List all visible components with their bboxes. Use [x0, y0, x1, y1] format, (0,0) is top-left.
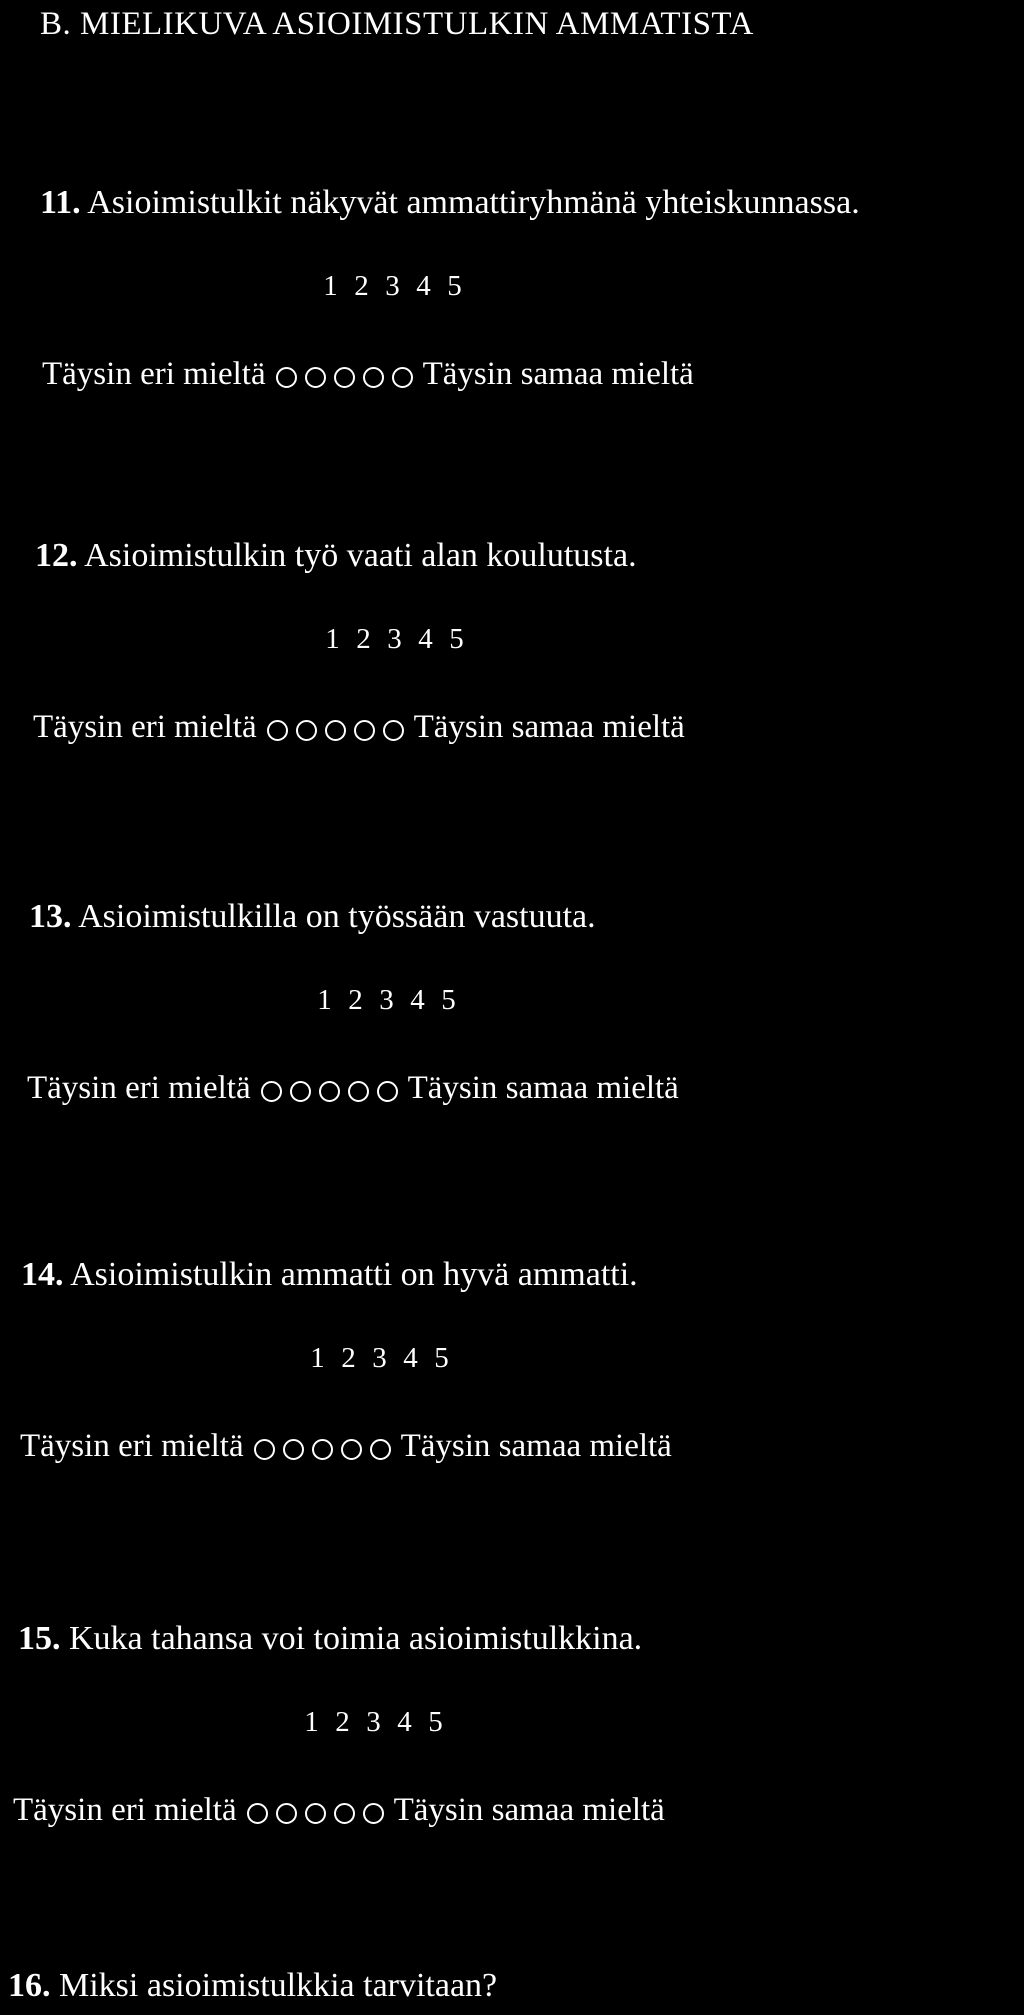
radio-option-1[interactable] [254, 1439, 275, 1460]
question-12 [0, 537, 1024, 867]
scale-right-label: Täysin samaa mieltä [400, 1428, 672, 1464]
scale-number: 1 [304, 1706, 319, 1738]
question-label: Asioimistulkin ammatti on hyvä ammatti. [70, 1256, 638, 1293]
scale-number: 1 [310, 1342, 325, 1374]
radio-option-3[interactable] [334, 367, 355, 388]
scale-number: 4 [397, 1706, 412, 1738]
question-13 [0, 898, 1024, 1228]
scale-numbers [302, 1342, 457, 1375]
scale-number: 5 [449, 623, 464, 655]
scale-number: 3 [387, 623, 402, 655]
scale-number: 3 [366, 1706, 381, 1738]
scale-number: 5 [434, 1342, 449, 1374]
radio-option-4[interactable] [341, 1439, 362, 1460]
radio-option-1[interactable] [276, 367, 297, 388]
scale-number: 4 [403, 1342, 418, 1374]
question-label: Miksi asioimistulkkia tarvitaan? [59, 1967, 498, 2004]
scale-number: 3 [385, 270, 400, 302]
section-title: B. MIELIKUVA ASIOIMISTULKIN AMMATISTA [40, 6, 754, 42]
radio-option-4[interactable] [363, 367, 384, 388]
scale-number: 1 [323, 270, 338, 302]
scale-numbers [296, 1706, 451, 1739]
scale-number: 2 [348, 984, 363, 1016]
scale-number: 3 [379, 984, 394, 1016]
question-text [29, 898, 596, 936]
scale-number: 2 [354, 270, 369, 302]
radio-group [243, 1800, 388, 1821]
radio-group [257, 1078, 402, 1099]
scale-number: 4 [418, 623, 433, 655]
scale-number: 3 [372, 1342, 387, 1374]
scale-number: 2 [356, 623, 371, 655]
question-label: Asioimistulkin työ vaati alan koulutusta. [84, 537, 637, 574]
radio-option-2[interactable] [305, 367, 326, 388]
radio-option-3[interactable] [325, 720, 346, 741]
question-number: 16. [8, 1967, 51, 2004]
radio-group [272, 364, 417, 385]
scale-numbers [309, 984, 464, 1017]
question-text [40, 184, 860, 222]
scale-number: 5 [428, 1706, 443, 1738]
radio-option-3[interactable] [305, 1803, 326, 1824]
question-16 [8, 1967, 497, 2005]
likert-scale [42, 356, 694, 393]
radio-option-5[interactable] [377, 1081, 398, 1102]
scale-number: 1 [317, 984, 332, 1016]
radio-option-5[interactable] [383, 720, 404, 741]
radio-option-3[interactable] [312, 1439, 333, 1460]
likert-scale [20, 1428, 672, 1465]
question-label: Asioimistulkilla on työssään vastuuta. [78, 898, 596, 935]
radio-group [263, 717, 408, 738]
radio-option-2[interactable] [290, 1081, 311, 1102]
question-number: 13. [29, 898, 72, 935]
question-text [35, 537, 637, 575]
radio-group [250, 1436, 395, 1457]
scale-numbers [317, 623, 472, 656]
likert-scale [33, 709, 685, 746]
question-label: Asioimistulkit näkyvät ammattiryhmänä yhteiskunnassa. [87, 184, 860, 221]
radio-option-2[interactable] [296, 720, 317, 741]
question-14 [0, 1256, 1024, 1586]
question-number: 14. [21, 1256, 64, 1293]
question-15 [0, 1620, 1024, 1950]
scale-number: 5 [441, 984, 456, 1016]
question-label: Kuka tahansa voi toimia asioimistulkkina. [69, 1620, 643, 1657]
question-11 [0, 184, 1024, 514]
radio-option-1[interactable] [267, 720, 288, 741]
scale-right-label: Täysin samaa mieltä [422, 356, 694, 392]
radio-option-4[interactable] [348, 1081, 369, 1102]
question-number: 11. [40, 184, 81, 221]
scale-left-label: Täysin eri mieltä [33, 709, 257, 745]
radio-option-5[interactable] [370, 1439, 391, 1460]
scale-right-label: Täysin samaa mieltä [407, 1070, 679, 1106]
scale-left-label: Täysin eri mieltä [20, 1428, 244, 1464]
likert-scale [27, 1070, 679, 1107]
scale-left-label: Täysin eri mieltä [13, 1792, 237, 1828]
radio-option-1[interactable] [247, 1803, 268, 1824]
scale-number: 2 [341, 1342, 356, 1374]
scale-right-label: Täysin samaa mieltä [393, 1792, 665, 1828]
question-number: 12. [35, 537, 78, 574]
scale-left-label: Täysin eri mieltä [42, 356, 266, 392]
question-text [21, 1256, 638, 1294]
scale-right-label: Täysin samaa mieltä [413, 709, 685, 745]
question-number: 15. [18, 1620, 61, 1657]
scale-number: 2 [335, 1706, 350, 1738]
radio-option-2[interactable] [283, 1439, 304, 1460]
question-text [18, 1620, 642, 1658]
scale-numbers [315, 270, 470, 303]
radio-option-1[interactable] [261, 1081, 282, 1102]
radio-option-4[interactable] [334, 1803, 355, 1824]
radio-option-3[interactable] [319, 1081, 340, 1102]
scale-number: 4 [410, 984, 425, 1016]
radio-option-2[interactable] [276, 1803, 297, 1824]
scale-number: 5 [447, 270, 462, 302]
scale-number: 1 [325, 623, 340, 655]
likert-scale [13, 1792, 665, 1829]
radio-option-5[interactable] [363, 1803, 384, 1824]
radio-option-5[interactable] [392, 367, 413, 388]
scale-number: 4 [416, 270, 431, 302]
radio-option-4[interactable] [354, 720, 375, 741]
scale-left-label: Täysin eri mieltä [27, 1070, 251, 1106]
